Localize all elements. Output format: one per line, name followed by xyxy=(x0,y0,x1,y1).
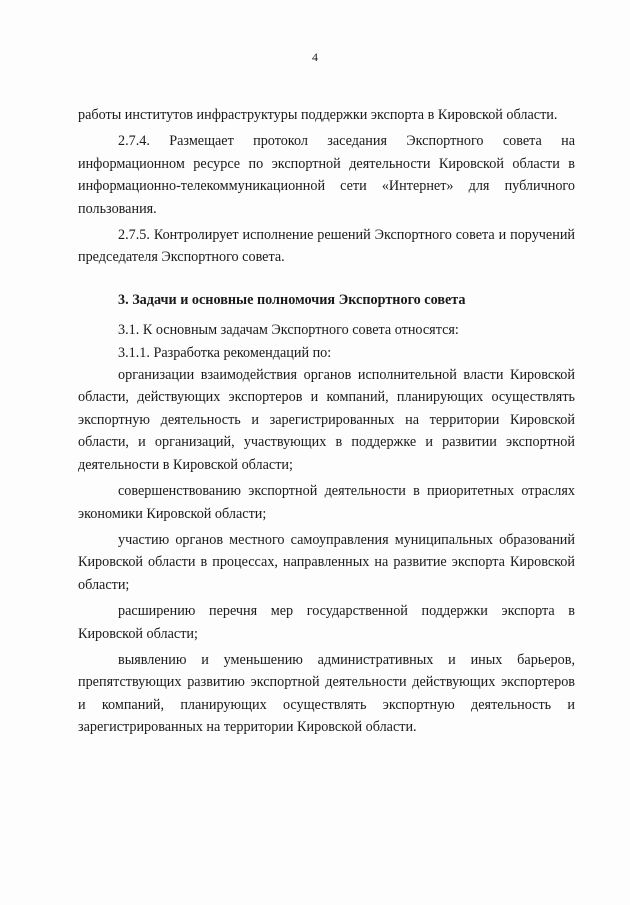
paragraph-2-7-5: 2.7.5. Контролирует исполнение решений Экспортного совета и поручений председателя Экспортного совета. xyxy=(78,227,575,266)
section-heading: 3. Задачи и основные полномочия Экспортного совета xyxy=(118,291,466,308)
list-item-expansion: расширению перечня мер государственной поддержки экспорта в Кировской области; xyxy=(78,603,575,642)
paragraph-2-7-4: 2.7.4. Размещает протокол заседания Экспортного совета на информационном ресурсе по экспортной деятельности Кировской области в информационно-телекоммуникационной сети «Интернет» для публичного пользования. xyxy=(78,133,575,217)
list-item-participation: участию органов местного самоуправления муниципальных образований Кировской области в процессах, направленных на развитие экспорта Кировской области; xyxy=(78,531,575,593)
paragraph-3-1-1: 3.1.1. Разработка рекомендаций по: xyxy=(118,344,332,361)
paragraph-3-1: 3.1. К основным задачам Экспортного совета относятся: xyxy=(118,322,459,339)
page-number: 4 xyxy=(312,50,318,64)
list-item-barriers: выявлению и уменьшению административных и иных барьеров, препятствующих развитию экспортной деятельности действующих экспортеров и компаний, планирующих осуществлять экспортную деятельность и зарегистрированных на территории Кировской области. xyxy=(78,651,575,736)
list-item-improvement: совершенствованию экспортной деятельности в приоритетных отраслях экономики Кировской области; xyxy=(78,483,575,522)
paragraph-continuation: работы институтов инфраструктуры поддержки экспорта в Кировской области. xyxy=(78,107,558,123)
list-item-organization: организации взаимодействия органов исполнительной власти Кировской области, действующих экспортеров и компаний, планирующих осуществлять экспортную деятельность и зарегистрированных на территории Кировской области, и организаций, участвующих в поддержке и развитии экспортной деятельности в Кировской области; xyxy=(78,367,575,473)
document-body xyxy=(78,104,575,739)
